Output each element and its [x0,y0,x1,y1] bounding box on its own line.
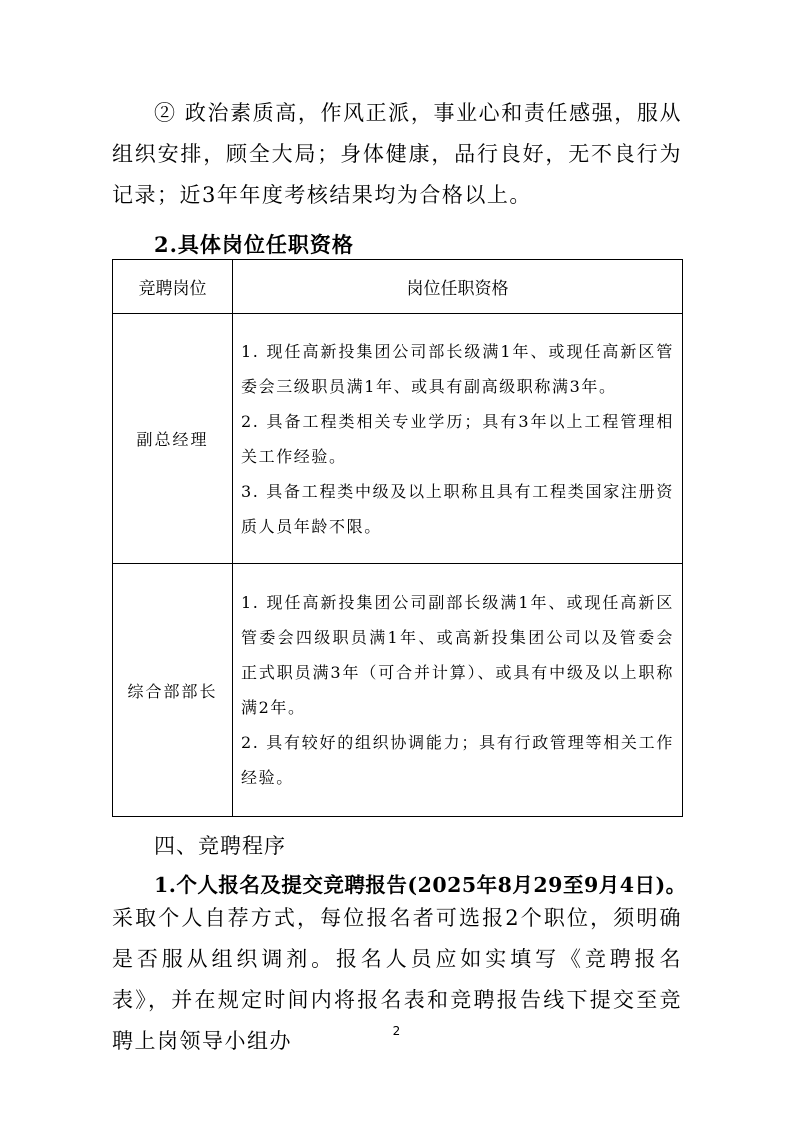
table-header-row [113,260,683,314]
header-position: 竞聘岗位 [113,260,233,314]
section4-title: 四、竞聘程序 [154,834,286,858]
requirement-item: 1. 现任高新投集团公司部长级满1年、或现任高新区管委会三级职员满1年、或具有副高级职称满3年。 [241,341,674,396]
page-number: 2 [392,1024,401,1038]
requirement-item: 3. 具备工程类中级及以上职称且具有工程类国家注册资质人员年龄不限。 [241,481,674,536]
requirement-item: 1. 现任高新投集团公司副部长级满1年、或现任高新区管委会四级职员满1年、或高新投集团公司以及管委会正式职员满3年（可合并计算）、或具有中级及以上职称满2年。 [241,593,674,717]
step1-title: 1.个人报名及提交竞聘报告(2025年8月29至9月4日)。 [154,873,687,897]
requirements-cell [233,564,683,817]
qualification-table [112,259,683,817]
section2-title: 2.具体岗位任职资格 [154,232,354,257]
requirement-item: 2. 具有较好的组织协调能力；具有行政管理等相关工作经验。 [241,733,674,787]
requirement-item: 2. 具备工程类相关专业学历；具有3年以上工程管理相关工作经验。 [241,411,674,466]
table-row [113,314,683,564]
header-qualification: 岗位任职资格 [233,260,683,314]
position-cell: 副总经理 [113,314,233,564]
table-row [113,564,683,817]
step1-body: 采取个人自荐方式，每位报名者可选报2个职位，须明确是否服从组织调剂。报名人员应如实填写《竞聘报名表》，并在规定时间内将报名表和竞聘报告线下提交至竞聘上岗领导小组办 [112,906,682,1053]
intro-paragraph: ② 政治素质高，作风正派，事业心和责任感强，服从组织安排，顾全大局；身体健康，品行良好，无不良行为记录；近3年年度考核结果均为合格以上。 [112,101,682,207]
requirements-cell [233,314,683,564]
position-cell: 综合部部长 [113,564,233,817]
